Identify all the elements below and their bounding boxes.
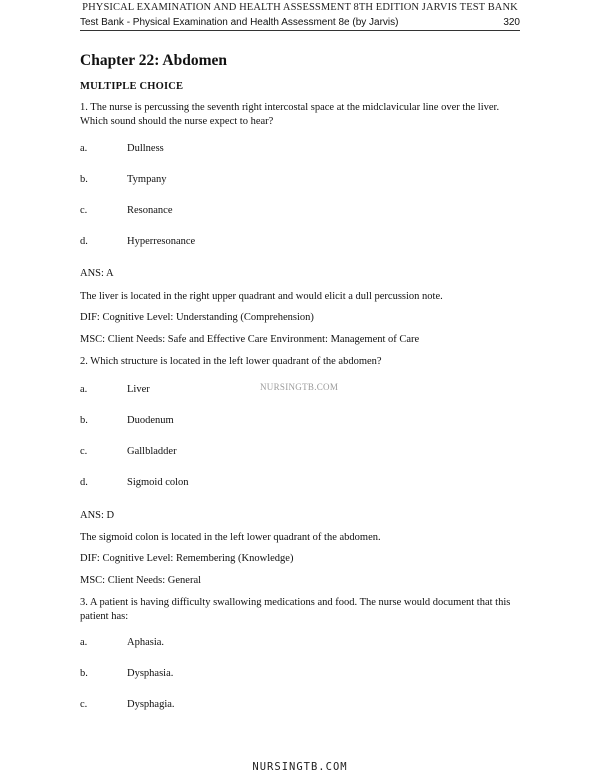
question-3-stem: 3. A patient is having difficulty swallowing medications and food. The nurse would document that this patient has: [80,597,511,622]
q1-rationale: The liver is located in the right upper quadrant and would elicit a dull percussion note. [80,291,443,302]
q2-option-c-text: Gallbladder [127,446,177,457]
q2-option-d-text: Sigmoid colon [127,477,189,488]
q1-option-b-text: Tympany [127,174,167,185]
q2-option-b-text: Duodenum [127,415,174,426]
q3-option-b-letter: b. [80,668,88,679]
q3-option-a-letter: a. [80,637,88,648]
q2-rationale: The sigmoid colon is located in the left lower quadrant of the abdomen. [80,532,381,543]
q2-option-c-letter: c. [80,446,88,457]
section-title: MULTIPLE CHOICE [80,81,184,92]
footer-watermark: NURSINGTB.COM [252,761,348,773]
q1-option-a-letter: a. [80,143,88,154]
q1-option-b-letter: b. [80,174,88,185]
q1-option-c-text: Resonance [127,205,173,216]
header-title: Test Bank - Physical Examination and Health Assessment 8e (by Jarvis) [80,17,399,28]
q2-option-b-letter: b. [80,415,88,426]
q1-difficulty: DIF: Cognitive Level: Understanding (Comprehension) [80,312,314,323]
q3-option-a-text: Aphasia. [127,637,165,648]
question-2-stem: 2. Which structure is located in the left lower quadrant of the abdomen? [80,356,382,367]
q1-option-a-text: Dullness [127,143,164,154]
q2-option-d-letter: d. [80,477,88,488]
q1-option-c-letter: c. [80,205,88,216]
q1-client-needs: MSC: Client Needs: Safe and Effective Care Environment: Management of Care [80,334,420,345]
q2-client-needs: MSC: Client Needs: General [80,575,202,586]
running-header [80,16,520,31]
q1-option-d-letter: d. [80,236,88,247]
top-banner: PHYSICAL EXAMINATION AND HEALTH ASSESSMENT 8TH EDITION JARVIS TEST BANK [82,2,518,13]
q3-option-c-letter: c. [80,699,88,710]
q3-option-b-text: Dysphasia. [127,668,174,679]
q3-option-c-text: Dysphagia. [127,699,175,710]
question-1-stem: 1. The nurse is percussing the seventh right intercostal space at the midclavicular line over the liver. Which sound should the nurse expect to hear? [80,102,500,127]
q1-option-d-text: Hyperresonance [127,236,196,247]
q2-answer: ANS: D [80,510,115,521]
watermark: NURSINGTB.COM [260,382,339,392]
page-number: 320 [503,17,520,28]
q2-difficulty: DIF: Cognitive Level: Remembering (Knowledge) [80,553,294,564]
q2-option-a-letter: a. [80,384,88,395]
chapter-title: Chapter 22: Abdomen [80,52,227,69]
q1-answer: ANS: A [80,268,114,279]
q2-option-a-text: Liver [127,384,150,395]
